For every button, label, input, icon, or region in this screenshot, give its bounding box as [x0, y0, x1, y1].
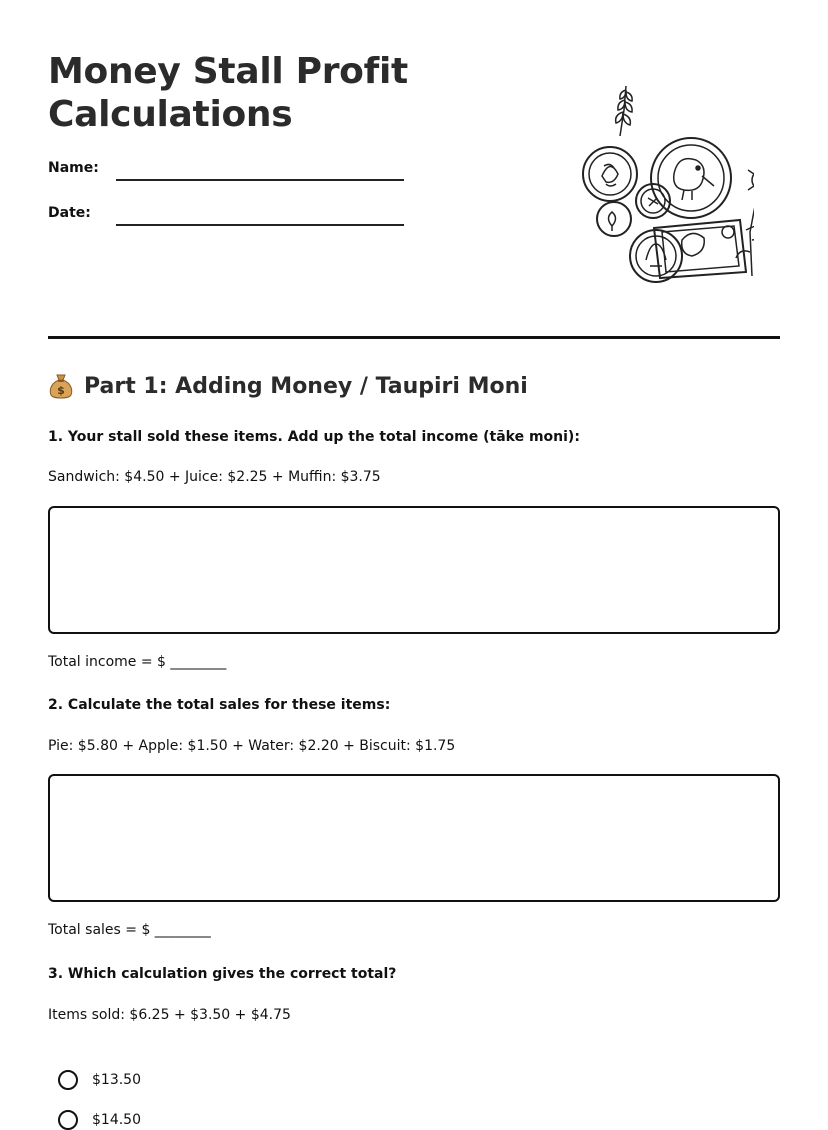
money-bag-icon: [48, 372, 74, 400]
question-2-answer-line: Total sales = $ ________: [48, 922, 211, 938]
radio-button[interactable]: [58, 1070, 78, 1090]
question-3-option-2[interactable]: [58, 1110, 141, 1130]
page-title: Money Stall Profit Calculations: [48, 51, 408, 135]
question-2-label: 2. Calculate the total sales for these items:: [48, 697, 391, 713]
svg-text:$: $: [57, 384, 65, 397]
part-1-title: Part 1: Adding Money / Taupiri Moni: [84, 373, 528, 399]
date-label: Date:: [48, 205, 91, 221]
question-1-text: Sandwich: $4.50 + Juice: $2.25 + Muffin: $3.75: [48, 469, 381, 485]
question-2-text: Pie: $5.80 + Apple: $1.50 + Water: $2.20 + Biscuit: $1.75: [48, 738, 456, 754]
question-1-answer-line: Total income = $ ________: [48, 654, 227, 670]
option-label: $13.50: [92, 1072, 141, 1088]
question-3-option-1[interactable]: [58, 1070, 141, 1090]
name-label: Name:: [48, 160, 99, 176]
section-divider: [48, 336, 780, 339]
question-2-answer-box[interactable]: [48, 774, 780, 902]
coins-and-banknote-illustration: [532, 80, 754, 290]
name-field[interactable]: [116, 179, 404, 181]
question-3-label: 3. Which calculation gives the correct total?: [48, 966, 397, 982]
date-field[interactable]: [116, 224, 404, 226]
question-1-label: 1. Your stall sold these items. Add up the total income (tāke moni):: [48, 429, 580, 445]
question-1-answer-box[interactable]: [48, 506, 780, 634]
question-3-text: Items sold: $6.25 + $3.50 + $4.75: [48, 1007, 291, 1023]
option-label: $14.50: [92, 1112, 141, 1128]
radio-button[interactable]: [58, 1110, 78, 1130]
part-1-heading: [48, 372, 528, 400]
